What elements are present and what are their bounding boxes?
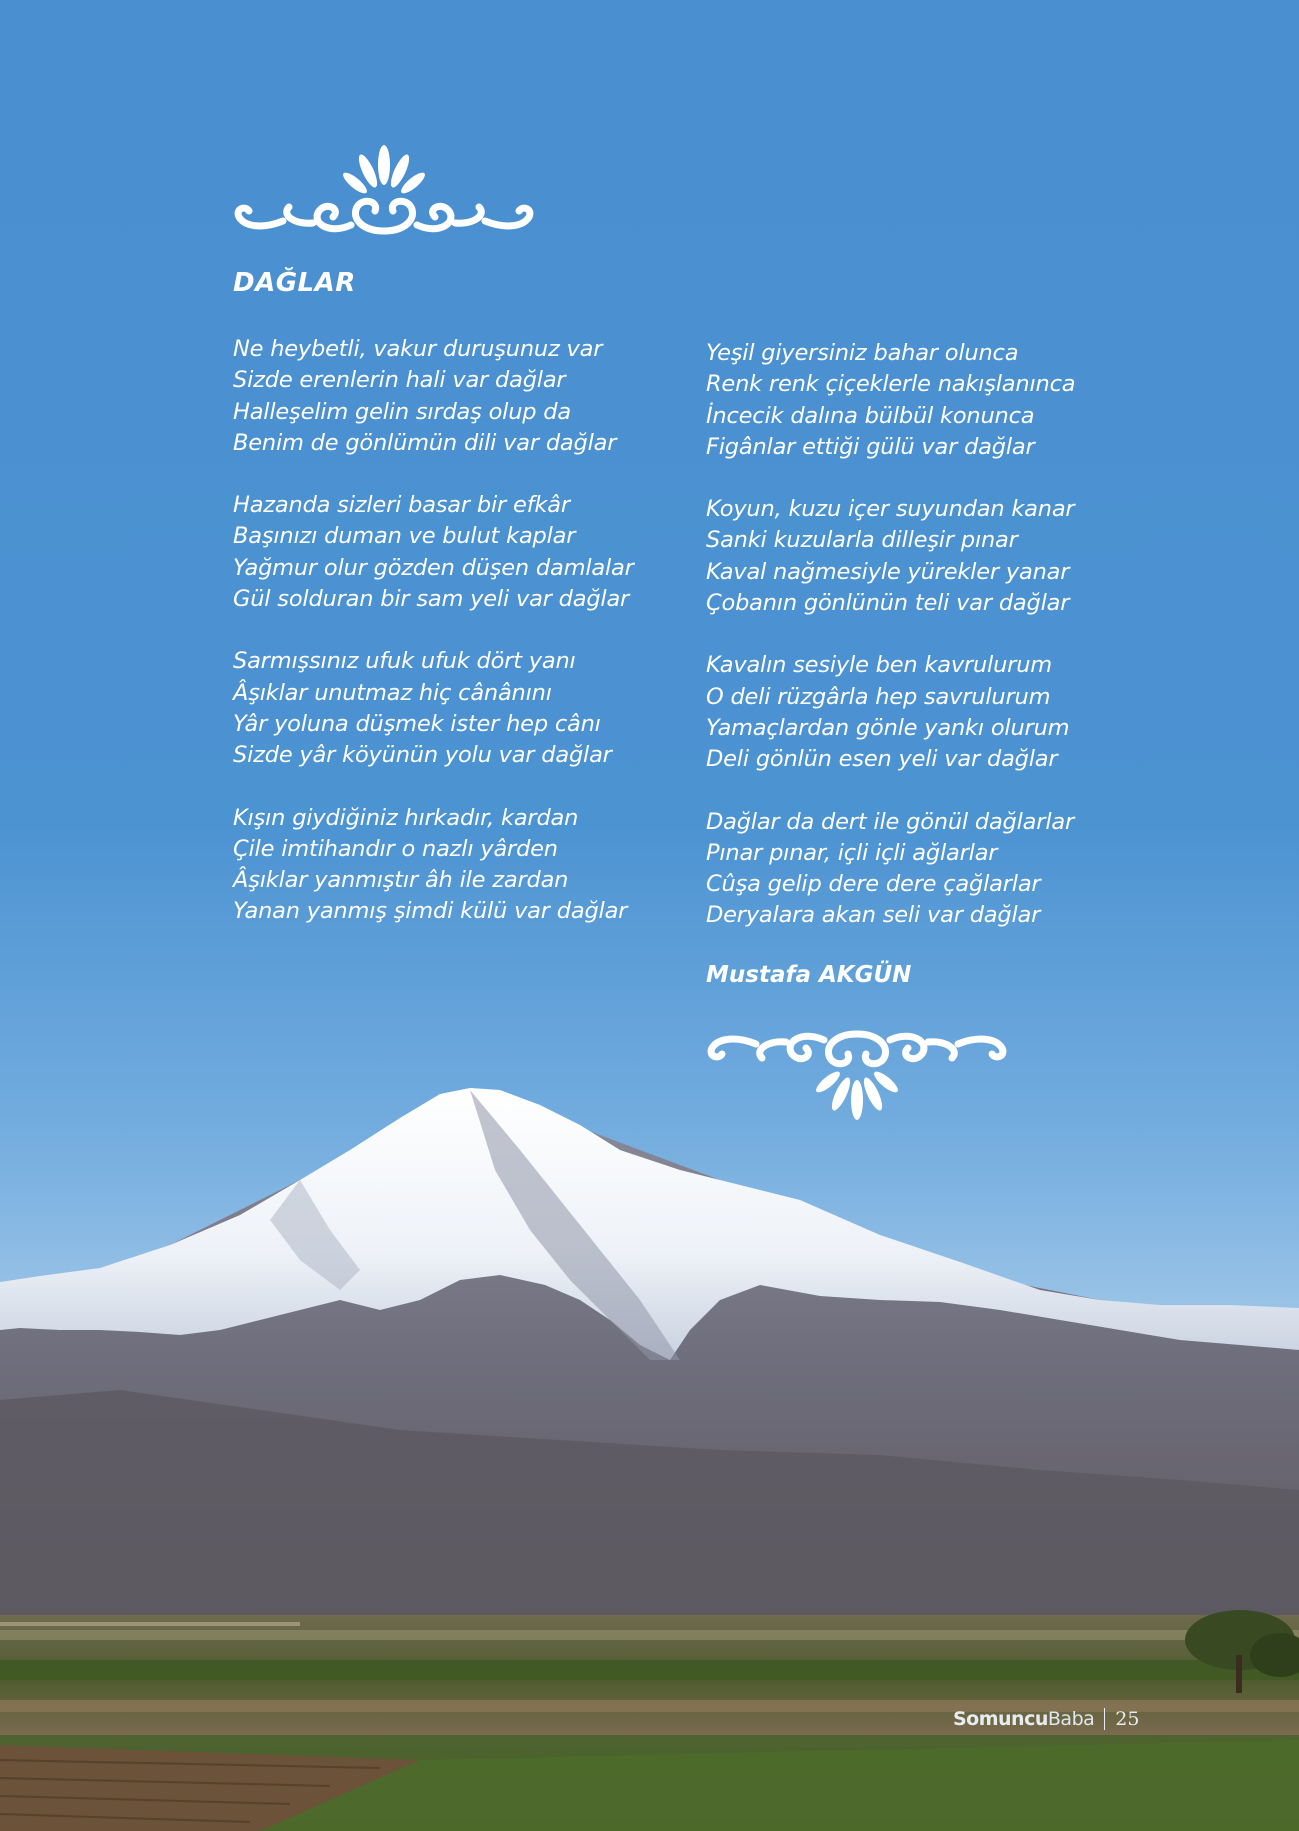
poem-line: Kavalın sesiyle ben kavrulurum [706, 652, 1052, 679]
field-stripe [0, 1630, 1299, 1640]
poem-line: Çile imtihandır o nazlı yârden [233, 835, 558, 862]
stanza [233, 646, 753, 771]
poem-line: Sizde erenlerin hali var dağlar [233, 367, 566, 394]
poem-line: O deli rüzgârla hep savrulurum [706, 683, 1051, 710]
stanza [706, 494, 1226, 619]
poem-line: Sizde yâr köyünün yolu var dağlar [233, 742, 612, 769]
poem-line: Deli gönlün esen yeli var dağlar [706, 746, 1058, 773]
poem-line: Kaval nağmesiyle yürekler yanar [706, 558, 1070, 585]
poem-line: İncecik dalına bülbül konunca [706, 402, 1035, 429]
stanza [233, 803, 753, 928]
poem-title: DAĞLAR [233, 268, 356, 298]
poem-author: Mustafa AKGÜN [706, 962, 912, 988]
fleuron-ornament-icon [233, 143, 535, 243]
poem-line: Yamaçlardan gönle yankı olurum [706, 714, 1070, 741]
stanza [706, 338, 1226, 463]
poem-line: Pınar pınar, içli içli ağlarlar [706, 839, 998, 866]
stanza [233, 490, 753, 615]
magazine-brand-part2: Baba [1047, 1708, 1095, 1730]
stanza [706, 807, 1226, 932]
poem-line: Deryalara akan seli var dağlar [706, 902, 1041, 929]
poem-line: Kışın giydiğiniz hırkadır, kardan [233, 804, 579, 831]
poem-line: Âşıklar yanmıştır âh ile zardan [233, 867, 569, 894]
poem-line: Âşıklar unutmaz hiç cânânını [233, 679, 552, 706]
poem-left-column [233, 334, 753, 959]
poem-line: Yeşil giyersiniz bahar olunca [706, 340, 1019, 366]
poem-line: Sanki kuzularla dilleşir pınar [706, 527, 1018, 554]
page-footer [953, 1706, 1139, 1732]
poem-line: Cûşa gelip dere dere çağlarlar [706, 871, 1041, 898]
poem-line: Dağlar da dert ile gönül dağlarlar [706, 808, 1075, 835]
poem-line: Çobanın gönlünün teli var dağlar [706, 590, 1070, 617]
footer-divider [1104, 1708, 1105, 1730]
poem-line: Yağmur olur gözden düşen damlalar [233, 554, 634, 581]
poem-line: Koyun, kuzu içer suyundan kanar [706, 496, 1075, 523]
poem-line: Renk renk çiçeklerle nakışlanınca [706, 371, 1076, 398]
page-number: 25 [1115, 1708, 1140, 1730]
poem-line: Benim de gönlümün dili var dağlar [233, 429, 617, 456]
poem-line: Figânlar ettiği gülü var dağlar [706, 433, 1035, 460]
poem-line: Başınızı duman ve bulut kaplar [233, 523, 576, 550]
field-stripe [0, 1660, 1299, 1680]
poem-line: Gül solduran bir sam yeli var dağlar [233, 586, 630, 613]
magazine-brand-part1: Somuncu [953, 1708, 1048, 1730]
poem-line: Sarmışsınız ufuk ufuk dört yanı [233, 648, 576, 675]
poem-line: Halleşelim gelin sırdaş olup da [233, 398, 571, 425]
poem-line: Hazanda sizleri basar bir efkâr [233, 492, 570, 519]
fence [0, 1622, 300, 1626]
poem-right-column [706, 338, 1226, 963]
fleuron-ornament-icon [706, 1022, 1008, 1122]
poem-line: Yanan yanmış şimdi külü var dağlar [233, 898, 628, 925]
stanza [233, 334, 753, 459]
poem-line: Yâr yoluna düşmek ister hep cânı [233, 710, 601, 737]
stanza [706, 650, 1226, 775]
poem-line: Ne heybetli, vakur duruşunuz var [233, 336, 603, 362]
